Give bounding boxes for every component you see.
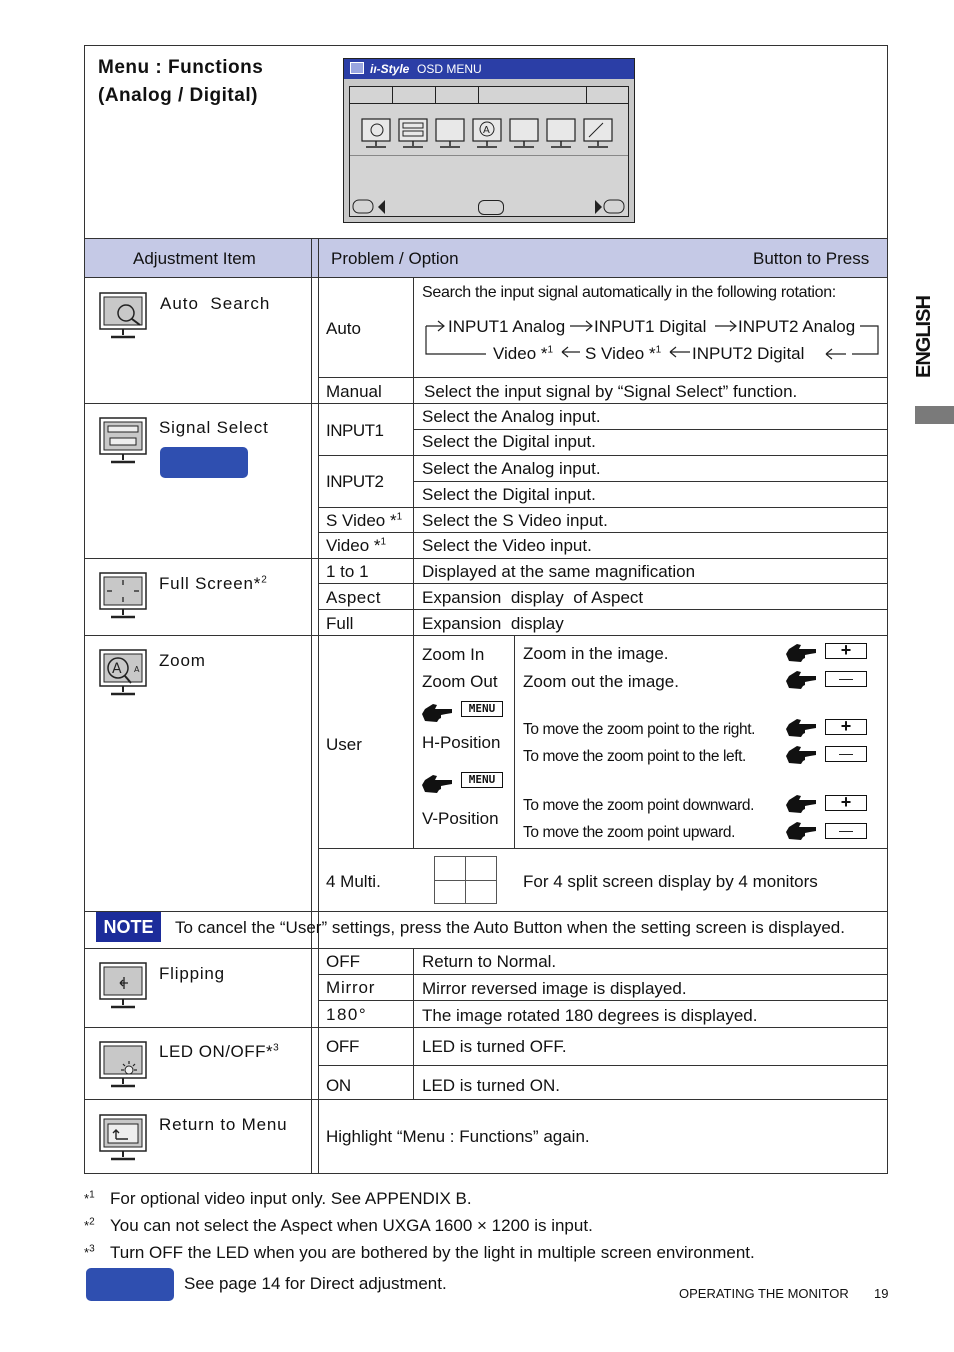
mirror-desc: Mirror reversed image is displayed. (422, 979, 687, 998)
menu-key-icon: MENU (461, 701, 503, 717)
pointing-hand-icon (785, 820, 817, 842)
column-divider (514, 635, 515, 848)
rotation-video: Video *$^1$ (493, 344, 554, 363)
minus-key-icon: — (825, 746, 867, 762)
osd-divider (350, 155, 628, 156)
plus-key-icon: + (825, 795, 867, 811)
signal-select-direct-button (160, 447, 248, 478)
split-line-h (435, 880, 496, 881)
english-tab-label: ENGLISH (913, 296, 935, 378)
zoom-in-option: Zoom In (422, 645, 485, 664)
pointing-hand-icon (785, 744, 817, 766)
row-divider (413, 429, 887, 430)
rotate-180-desc: The image rotated 180 degrees is displayed. (422, 1006, 758, 1025)
row-divider (85, 1027, 887, 1028)
rotate-180-option: 180° (326, 1005, 368, 1024)
zoom-in-desc: Zoom in the image. (523, 644, 669, 663)
v-position-up-desc: To move the zoom point upward. (523, 824, 736, 841)
footnote-mark: *$^1$ (84, 1189, 95, 1206)
full-screen-label: Full Screen*$^2$ (159, 574, 268, 593)
video-desc: Select the Video input. (422, 536, 592, 555)
minus-key-icon: — (825, 823, 867, 839)
user-option: User (326, 735, 362, 754)
osd-tab (350, 87, 393, 104)
rotation-svideo: S Video *$^1$ (585, 344, 662, 363)
input1-option: INPUT1 (326, 421, 384, 440)
page-subtitle: (Analog / Digital) (98, 85, 258, 106)
zoom-label: Zoom (159, 651, 206, 670)
osd-right-button (594, 199, 630, 215)
led-icon (98, 1040, 148, 1090)
return-menu-desc: Highlight “Menu : Functions” again. (326, 1127, 590, 1146)
row-divider (85, 911, 887, 912)
rotation-input2-analog: INPUT2 Analog (738, 317, 856, 336)
column-divider (413, 403, 414, 635)
row-divider (85, 403, 887, 404)
direct-adjustment-text: See page 14 for Direct adjustment. (184, 1274, 447, 1293)
auto-desc: Search the input signal automatically in the following rotation: (422, 284, 836, 301)
menu-key-icon: MENU (461, 772, 503, 788)
h-position-left-desc: To move the zoom point to the left. (523, 748, 746, 765)
rotation-input1-analog: INPUT1 Analog (448, 317, 566, 336)
rotation-input1-digital: INPUT1 Digital (594, 317, 707, 336)
osd-left-button (352, 199, 392, 215)
osd-inner (349, 86, 629, 217)
column-divider (318, 238, 319, 1174)
return-menu-icon (98, 1113, 148, 1163)
aspect-desc: Expansion display of Aspect (422, 588, 644, 607)
video-option: Video *$^1$ (326, 536, 387, 555)
input2-digital-desc: Select the Digital input. (422, 485, 596, 504)
svg-text:A: A (134, 665, 140, 674)
row-divider (85, 948, 887, 949)
header-button-to-press: Button to Press (753, 249, 870, 268)
page-title: Menu : Functions (98, 57, 264, 78)
osd-tab (436, 87, 479, 104)
four-split-icon (434, 856, 497, 904)
osd-title: OSD MENU (417, 62, 482, 76)
row-divider (85, 635, 887, 636)
osd-menu-window (343, 58, 635, 223)
column-divider (413, 635, 414, 848)
zoom-out-option: Zoom Out (422, 672, 498, 691)
auto-option: Auto (326, 319, 361, 338)
v-position-down-desc: To move the zoom point downward. (523, 797, 755, 814)
column-divider (413, 948, 414, 1099)
direct-adjustment-button (86, 1268, 174, 1301)
column-divider (413, 278, 414, 403)
row-divider (413, 481, 887, 482)
note-text: To cancel the “User” settings, press the Auto Button when the setting screen is displayed. (175, 918, 845, 937)
manual-option: Manual (326, 382, 382, 401)
led-on-desc: LED is turned ON. (422, 1076, 560, 1095)
input2-analog-desc: Select the Analog input. (422, 459, 601, 478)
svg-text:A: A (483, 125, 490, 136)
svideo-option: S Video *$^1$ (326, 511, 403, 530)
led-off-option: OFF (326, 1037, 360, 1056)
one-to-one-option: 1 to 1 (326, 562, 369, 581)
osd-center-button (478, 200, 504, 215)
auto-search-icon (98, 291, 148, 341)
osd-divider (350, 103, 628, 104)
row-divider (318, 974, 887, 975)
footnote-text: You can not select the Aspect when UXGA 1600 × 1200 is input. (110, 1216, 593, 1235)
column-divider (311, 238, 312, 1174)
signal-select-label: Signal Select (159, 418, 269, 437)
plus-key-icon: + (825, 719, 867, 735)
input1-analog-desc: Select the Analog input. (422, 407, 601, 426)
footer-page-number: 19 (874, 1286, 889, 1301)
mirror-option: Mirror (326, 978, 376, 997)
four-multi-desc: For 4 split screen display by 4 monitors (523, 872, 818, 891)
minus-key-icon: — (825, 671, 867, 687)
row-divider (318, 1000, 887, 1001)
row-divider (318, 609, 887, 610)
flipping-label: Flipping (159, 964, 225, 983)
auto-search-label: Auto Search (160, 294, 271, 313)
rotation-input2-digital: INPUT2 Digital (692, 344, 805, 363)
osd-brand: iı-Style (370, 62, 410, 76)
h-position-option: H-Position (422, 733, 501, 752)
led-on-option: ON (326, 1076, 351, 1095)
zoom-icon (98, 648, 148, 698)
led-label: LED ON/OFF*$^3$ (159, 1042, 280, 1061)
v-position-option: V-Position (422, 809, 499, 828)
header-adjustment-item: Adjustment Item (133, 249, 256, 268)
footnote-text: For optional video input only. See APPENDIX B. (110, 1189, 472, 1208)
svg-text:A: A (112, 661, 122, 677)
footer-section: OPERATING THE MONITOR (679, 1286, 849, 1301)
row-divider (85, 558, 887, 559)
full-option: Full (326, 614, 354, 633)
flip-off-option: OFF (326, 952, 360, 971)
return-menu-label: Return to Menu (159, 1115, 288, 1134)
svideo-desc: Select the S Video input. (422, 511, 608, 530)
monitor-icon (350, 62, 364, 74)
footnote-text: Turn OFF the LED when you are bothered by the light in multiple screen environment. (110, 1243, 755, 1262)
input1-digital-desc: Select the Digital input. (422, 432, 596, 451)
pointing-hand-icon (785, 793, 817, 815)
osd-title-bar (344, 59, 634, 79)
row-divider (318, 377, 887, 378)
row-divider (318, 507, 887, 508)
row-divider (85, 1099, 887, 1100)
osd-tab (393, 87, 436, 104)
note-badge: NOTE (96, 912, 161, 942)
row-divider (318, 455, 887, 456)
manual-desc: Select the input signal by “Signal Select” function. (424, 382, 798, 401)
pointing-hand-icon (421, 773, 453, 795)
header-problem-option: Problem / Option (331, 249, 459, 268)
row-divider (318, 1065, 887, 1066)
pointing-hand-icon (785, 669, 817, 691)
flipping-icon (98, 961, 148, 1011)
osd-icon-row (360, 117, 620, 151)
full-screen-icon (98, 571, 148, 621)
flip-off-desc: Return to Normal. (422, 952, 557, 971)
zoom-out-desc: Zoom out the image. (523, 672, 679, 691)
row-divider (318, 848, 887, 849)
input2-option: INPUT2 (326, 472, 384, 491)
plus-key-icon: + (825, 643, 867, 659)
osd-tab (586, 87, 629, 104)
aspect-option: Aspect (326, 588, 381, 607)
h-position-right-desc: To move the zoom point to the right. (523, 721, 756, 738)
row-divider (318, 583, 887, 584)
pointing-hand-icon (785, 642, 817, 664)
signal-select-icon (98, 416, 148, 466)
one-to-one-desc: Displayed at the same magnification (422, 562, 696, 581)
english-tab-marker (915, 406, 954, 424)
row-divider (318, 532, 887, 533)
led-off-desc: LED is turned OFF. (422, 1037, 567, 1056)
footnote-mark: *$^2$ (84, 1216, 95, 1233)
pointing-hand-icon (421, 702, 453, 724)
footnote-mark: *$^3$ (84, 1243, 95, 1260)
four-multi-option: 4 Multi. (326, 872, 381, 891)
pointing-hand-icon (785, 717, 817, 739)
full-desc: Expansion display (422, 614, 564, 633)
